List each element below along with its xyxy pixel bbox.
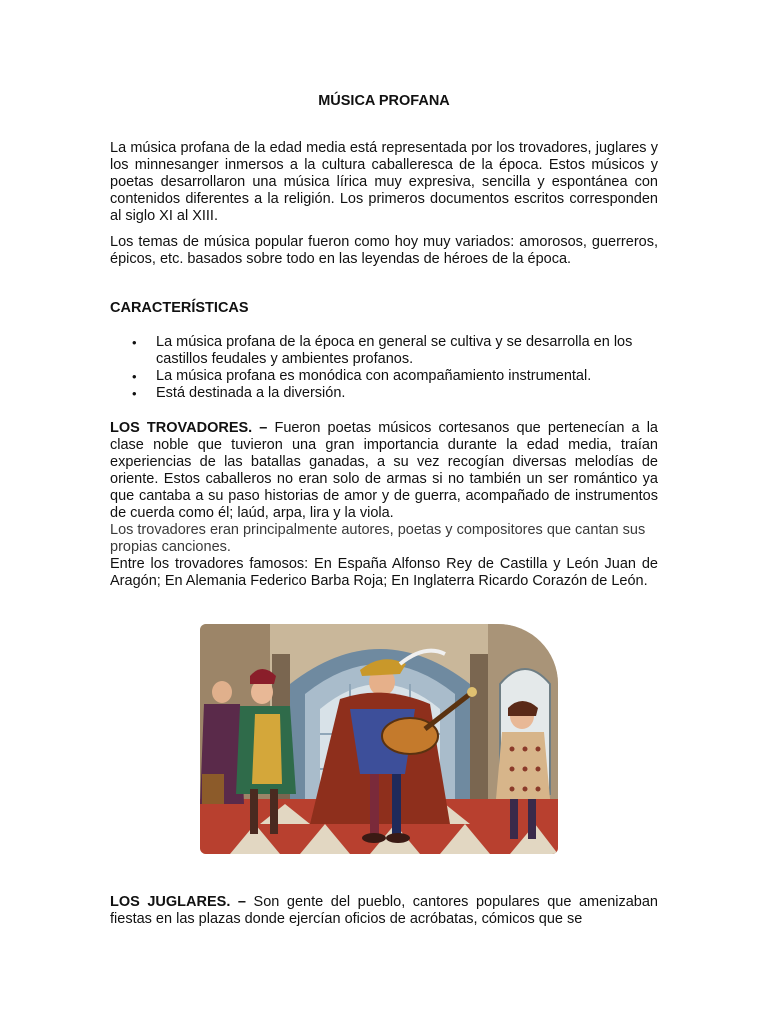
list-item [110,385,658,402]
bullet-icon: • [132,369,137,384]
list-item [110,334,658,368]
bullet-icon: • [132,335,137,350]
list-item-text: Está destinada a la diversión. [156,385,346,401]
bullet-icon: • [132,386,137,401]
intro-paragraph-1: La música profana de la edad media está representada por los trovadores, juglares y los minnesanger inmersos a la cultura caballeresca de la época. Estos músicos y poetas desarrollaron una música lírica muy expresiva, sencilla y espontánea con contenidos diferentes a la religión. Los primeros documentos escritos corresponden al siglo XI al XIII. [110,140,658,224]
trovadores-paragraph-3: Entre los trovadores famosos: En España Alfonso Rey de Castilla y León Juan de Aragón; En Alemania Federico Barba Roja; En Inglaterra Ricardo Corazón de León. [110,556,658,589]
troubadours-illustration [200,624,558,854]
juglares-paragraph [110,894,658,928]
intro-paragraph-2: Los temas de música popular fueron como hoy muy variados: amorosos, guerreros, épicos, etc. basados sobre todo en las leyendas de héroes de la época. [110,234,658,267]
document-title: MÚSICA PROFANA [318,93,450,109]
characteristics-heading: CARACTERÍSTICAS [110,300,249,316]
juglares-heading: LOS JUGLARES. – [110,894,246,910]
troubadours-illustration-image [200,624,558,854]
trovadores-heading: LOS TROVADORES. – [110,420,268,436]
trovadores-text: Fueron poetas músicos cortesanos que pertenecían a la clase noble que tuvieron una gran importancia durante la edad media, traían experiencias de las batallas ganadas, a su vez recogían diversas melodías de oriente. Estos caballeros no eran solo de armas si no también un ser romántico ya que cantaba a su paso historias de amor y de guerra, acompañado de instrumentos de cuerda como él; laúd, arpa, lira y la viola. [110,420,658,521]
list-item-text: La música profana es monódica con acompañamiento instrumental. [156,368,592,384]
trovadores-paragraph [110,420,658,522]
list-item [110,368,658,385]
trovadores-paragraph-2: Los trovadores eran principalmente autores, poetas y compositores que cantan sus propias canciones. [110,522,646,555]
juglares-text: Son gente del pueblo, cantores populares que amenizaban fiestas en las plazas donde ejercían oficios de acróbatas, cómicos que se [110,894,658,927]
list-item-text: La música profana de la época en general se cultiva y se desarrolla en los castillos feudales y ambientes profanos. [156,334,633,367]
characteristics-list [110,334,658,402]
